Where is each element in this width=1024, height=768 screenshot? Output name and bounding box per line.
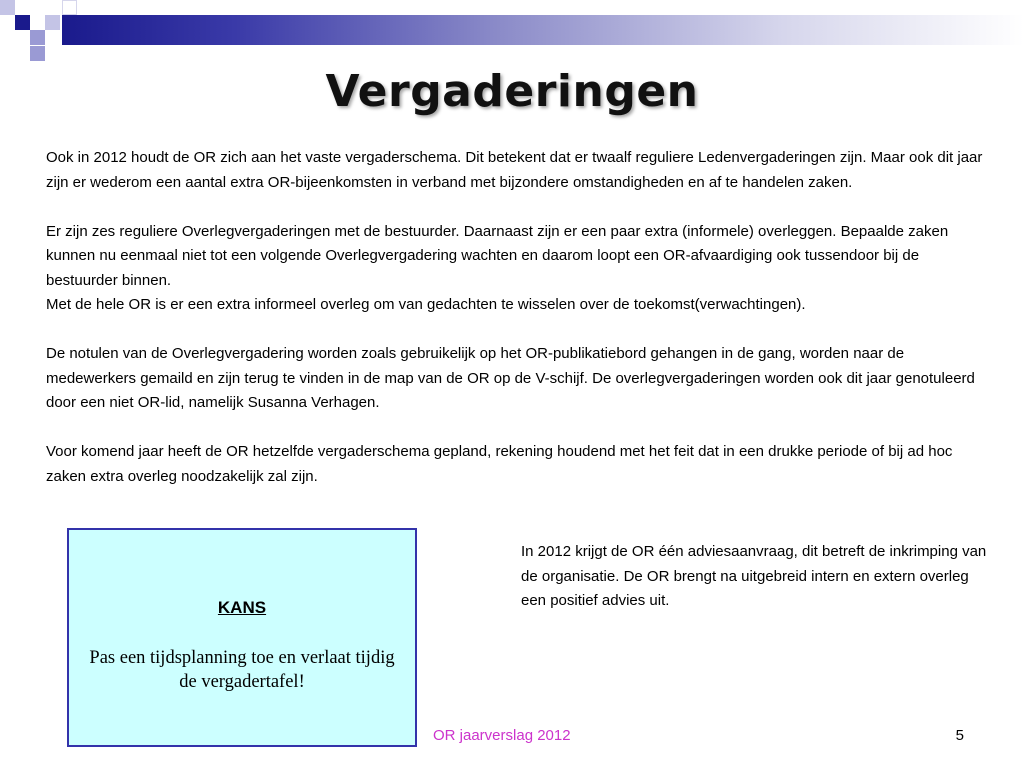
- body-text: [46, 146, 991, 514]
- paragraph-overleg: Er zijn zes reguliere Overlegvergaderingen met de bestuurder. Daarnaast zijn er een paar extra (informele) overleggen. Bepaalde zaken kunnen nu eenmaal niet tot een volgende Overlegvergadering wachten en daarom loopt een OR-afvaardiging ook tussendoor bij de bestuurder binnen.: [46, 222, 949, 289]
- kans-title: KANS: [217, 598, 267, 617]
- paragraph-notulen: De notulen van de Overlegvergadering worden zoals gebruikelijk op het OR-publikatiebord gehangen in de gang, worden naar de medewerkers gemaild en zijn terug te vinden in de map van de OR op de V-schijf. De overlegvergaderingen worden ook dit jaar genotuleerd door een niet OR-lid, namelijk Susanna Verhagen.: [46, 345, 975, 411]
- decor-square: [30, 46, 45, 61]
- kans-text: Pas een tijdsplanning toe en verlaat tijdig de vergadertafel!: [89, 648, 395, 692]
- advice-request-text: In 2012 krijgt de OR één adviesaanvraag, dit betreft de inkrimping van de organisatie. De OR brengt na uitgebreid intern en extern overleg een positief advies uit.: [521, 543, 987, 609]
- paragraph-meeting-schedule: Ook in 2012 houdt de OR zich aan het vaste vergaderschema. Dit betekent dat er twaalf reguliere Ledenvergaderingen zijn. Maar ook dit jaar zijn er wederom een aantal extra OR-bijeenkomsten in verband met bijzondere omstandigheden en af te handelen zaken.: [46, 149, 983, 191]
- paragraph-next-year: Voor komend jaar heeft de OR hetzelfde vergaderschema gepland, rekening houdend met het feit dat in een drukke periode of bij ad hoc zaken extra overleg noodzakelijk zal zijn.: [46, 443, 953, 485]
- kans-callout-box: [67, 528, 417, 747]
- decor-square: [62, 0, 77, 15]
- footer-text: OR jaarverslag 2012: [433, 727, 571, 744]
- decor-square: [15, 15, 30, 30]
- header-gradient-bar: [62, 15, 1024, 45]
- decor-square: [0, 0, 15, 15]
- page-number: 5: [955, 727, 964, 744]
- decor-square: [30, 30, 45, 45]
- decor-square: [45, 15, 60, 30]
- paragraph-informal-meeting: Met de hele OR is er een extra informeel overleg om van gedachten te wisselen over de toekomst(verwachtingen).: [46, 296, 806, 313]
- slide-title: Vergaderingen: [325, 66, 699, 117]
